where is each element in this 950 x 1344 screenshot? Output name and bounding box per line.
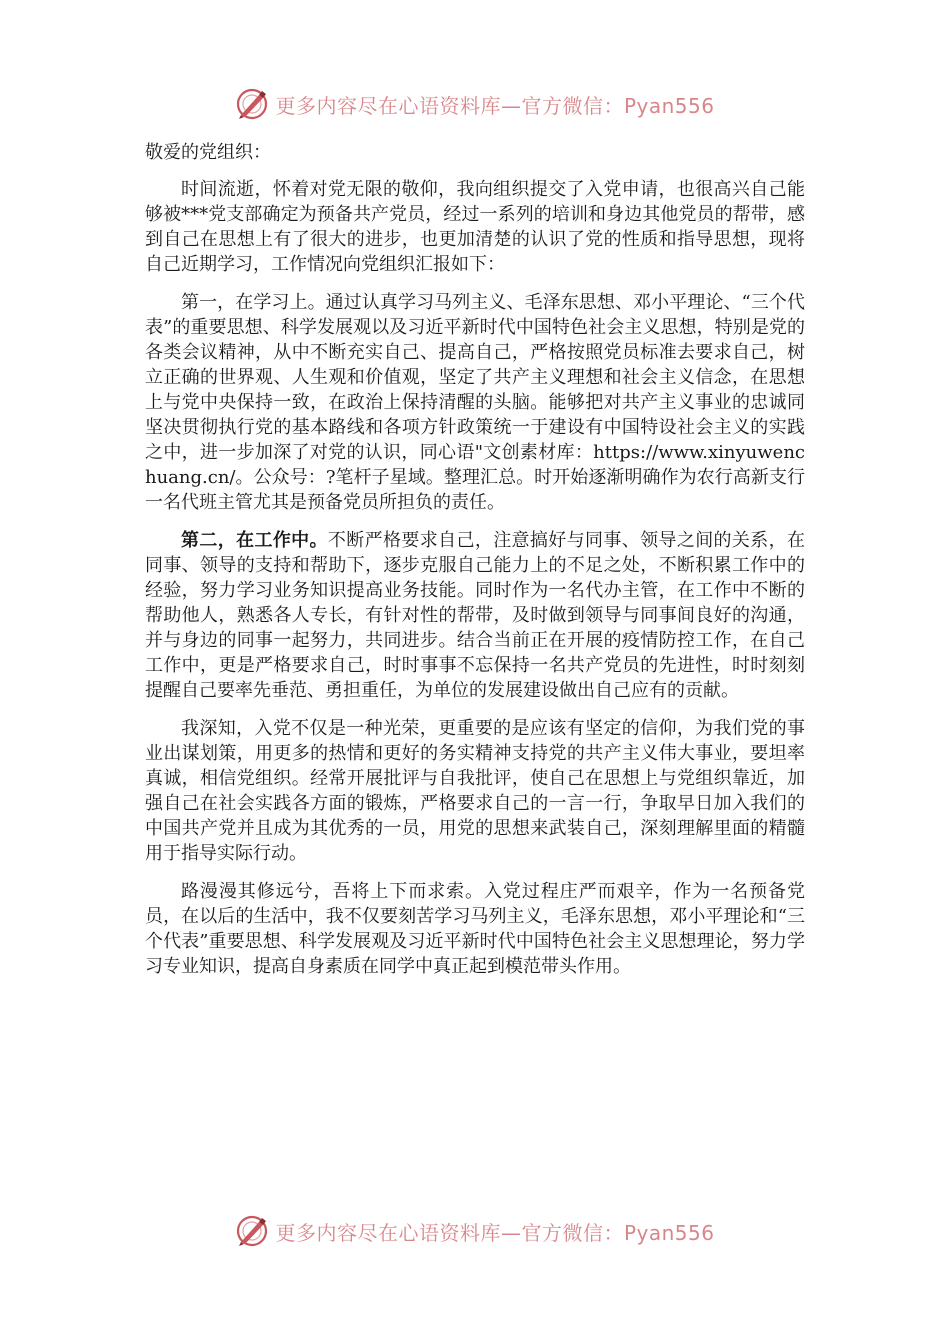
pen-logo-icon — [235, 87, 269, 121]
paragraph-intro — [145, 177, 805, 277]
paragraph-text: 我深知，入党不仅是一种光荣，更重要的是应该有坚定的信仰，为我们党的事业出谋划策，用更多的热情和更好的务实精神支持党的共产主义伟大事业，要坦率真诚，相信党组织。经常开展批评与自我批评，使自己在思想上与党组织靠近，加强自己在社会实践各方面的锻炼，严格要求自己的一言一行，争取早日加入我们的中国共产党并且成为其优秀的一员，用党的思想来武装自己，深刻理解里面的精髓用于指导实际行动。 — [145, 718, 805, 864]
header-banner-text: 更多内容尽在心语资料库—官方微信：Pyan556 — [275, 93, 715, 118]
paragraph-text: 路漫漫其修远兮，吾将上下而求索。入党过程庄严而艰辛，作为一名预备党员，在以后的生活中，我不仅要刻苦学习马列主义，毛泽东思想，邓小平理论和“三个代表”重要思想、科学发展观及习近平新时代中国特色社会主义思想理论，努力学习专业知识，提高自身素质在同学中真正起到模范带头作用。 — [145, 881, 805, 977]
letter-body — [145, 140, 805, 992]
paragraph-text: 时间流逝，怀着对党无限的敬仰，我向组织提交了入党申请，也很高兴自己能够被***党支部确定为预备共产党员，经过一系列的培训和身边其他党员的帮带，感到自己在思想上有了很大的进步，也更加清楚的认识了党的性质和指导思想，现将自己近期学习，工作情况向党组织汇报如下： — [145, 179, 805, 275]
paragraph-belief — [145, 716, 805, 866]
paragraph-text: 不断严格要求自己，注意搞好与同事、领导之间的关系，在同事、领导的支持和帮助下，逐步克服自己能力上的不足之处，不断积累工作中的经验，努力学习业务知识提高业务技能。同时作为一名代办主管，在工作中不断的帮助他人，熟悉各人专长，有针对性的帮带，及时做到领导与同事间良好的沟通，并与身边的同事一起努力，共同进步。结合当前正在开展的疫情防控工作，在自己工作中，更是严格要求自己，时时事事不忘保持一名共产党员的先进性，时时刻刻提醒自己要率先垂范、勇担重任，为单位的发展建设做出自己应有的贡献。 — [145, 530, 806, 701]
paragraph-closing — [145, 879, 805, 979]
paragraph-work — [145, 528, 805, 703]
footer-banner — [0, 1211, 950, 1251]
header-banner-inner — [235, 87, 714, 121]
salutation: 敬爱的党组织： — [145, 142, 271, 163]
footer-banner-text: 更多内容尽在心语资料库—官方微信：Pyan556 — [275, 1220, 715, 1245]
paragraph-text: 第一，在学习上。通过认真学习马列主义、毛泽东思想、邓小平理论、“三个代表”的重要思想、科学发展观以及习近平新时代中国特色社会主义思想，特别是党的各类会议精神，从中不断充实自己、提高自己，严格按照党员标准去要求自己，树立正确的世界观、人生观和价值观，坚定了共产主义理想和社会主义信念，在思想上与党中央保持一致，在政治上保持清醒的头脑。能够把对共产主义事业的忠诚同坚决贯彻执行党的基本路线和各项方针政策统一于建设有中国特设社会主义的实践之中，进一步加深了对党的认识，同心语"文创素材库：https://www.xinyuwenchuang.cn/。公众号：?笔杆子星域。整理汇总。时开始逐渐明确作为农行高新支行一名代班主管尤其是预备党员所担负的责任。 — [145, 292, 805, 513]
paragraph-lead: 第二，在工作中。 — [181, 530, 328, 551]
paragraph-study — [145, 290, 805, 515]
pen-logo-icon — [235, 1214, 269, 1248]
footer-banner-inner — [235, 1214, 714, 1248]
header-banner — [0, 84, 950, 124]
